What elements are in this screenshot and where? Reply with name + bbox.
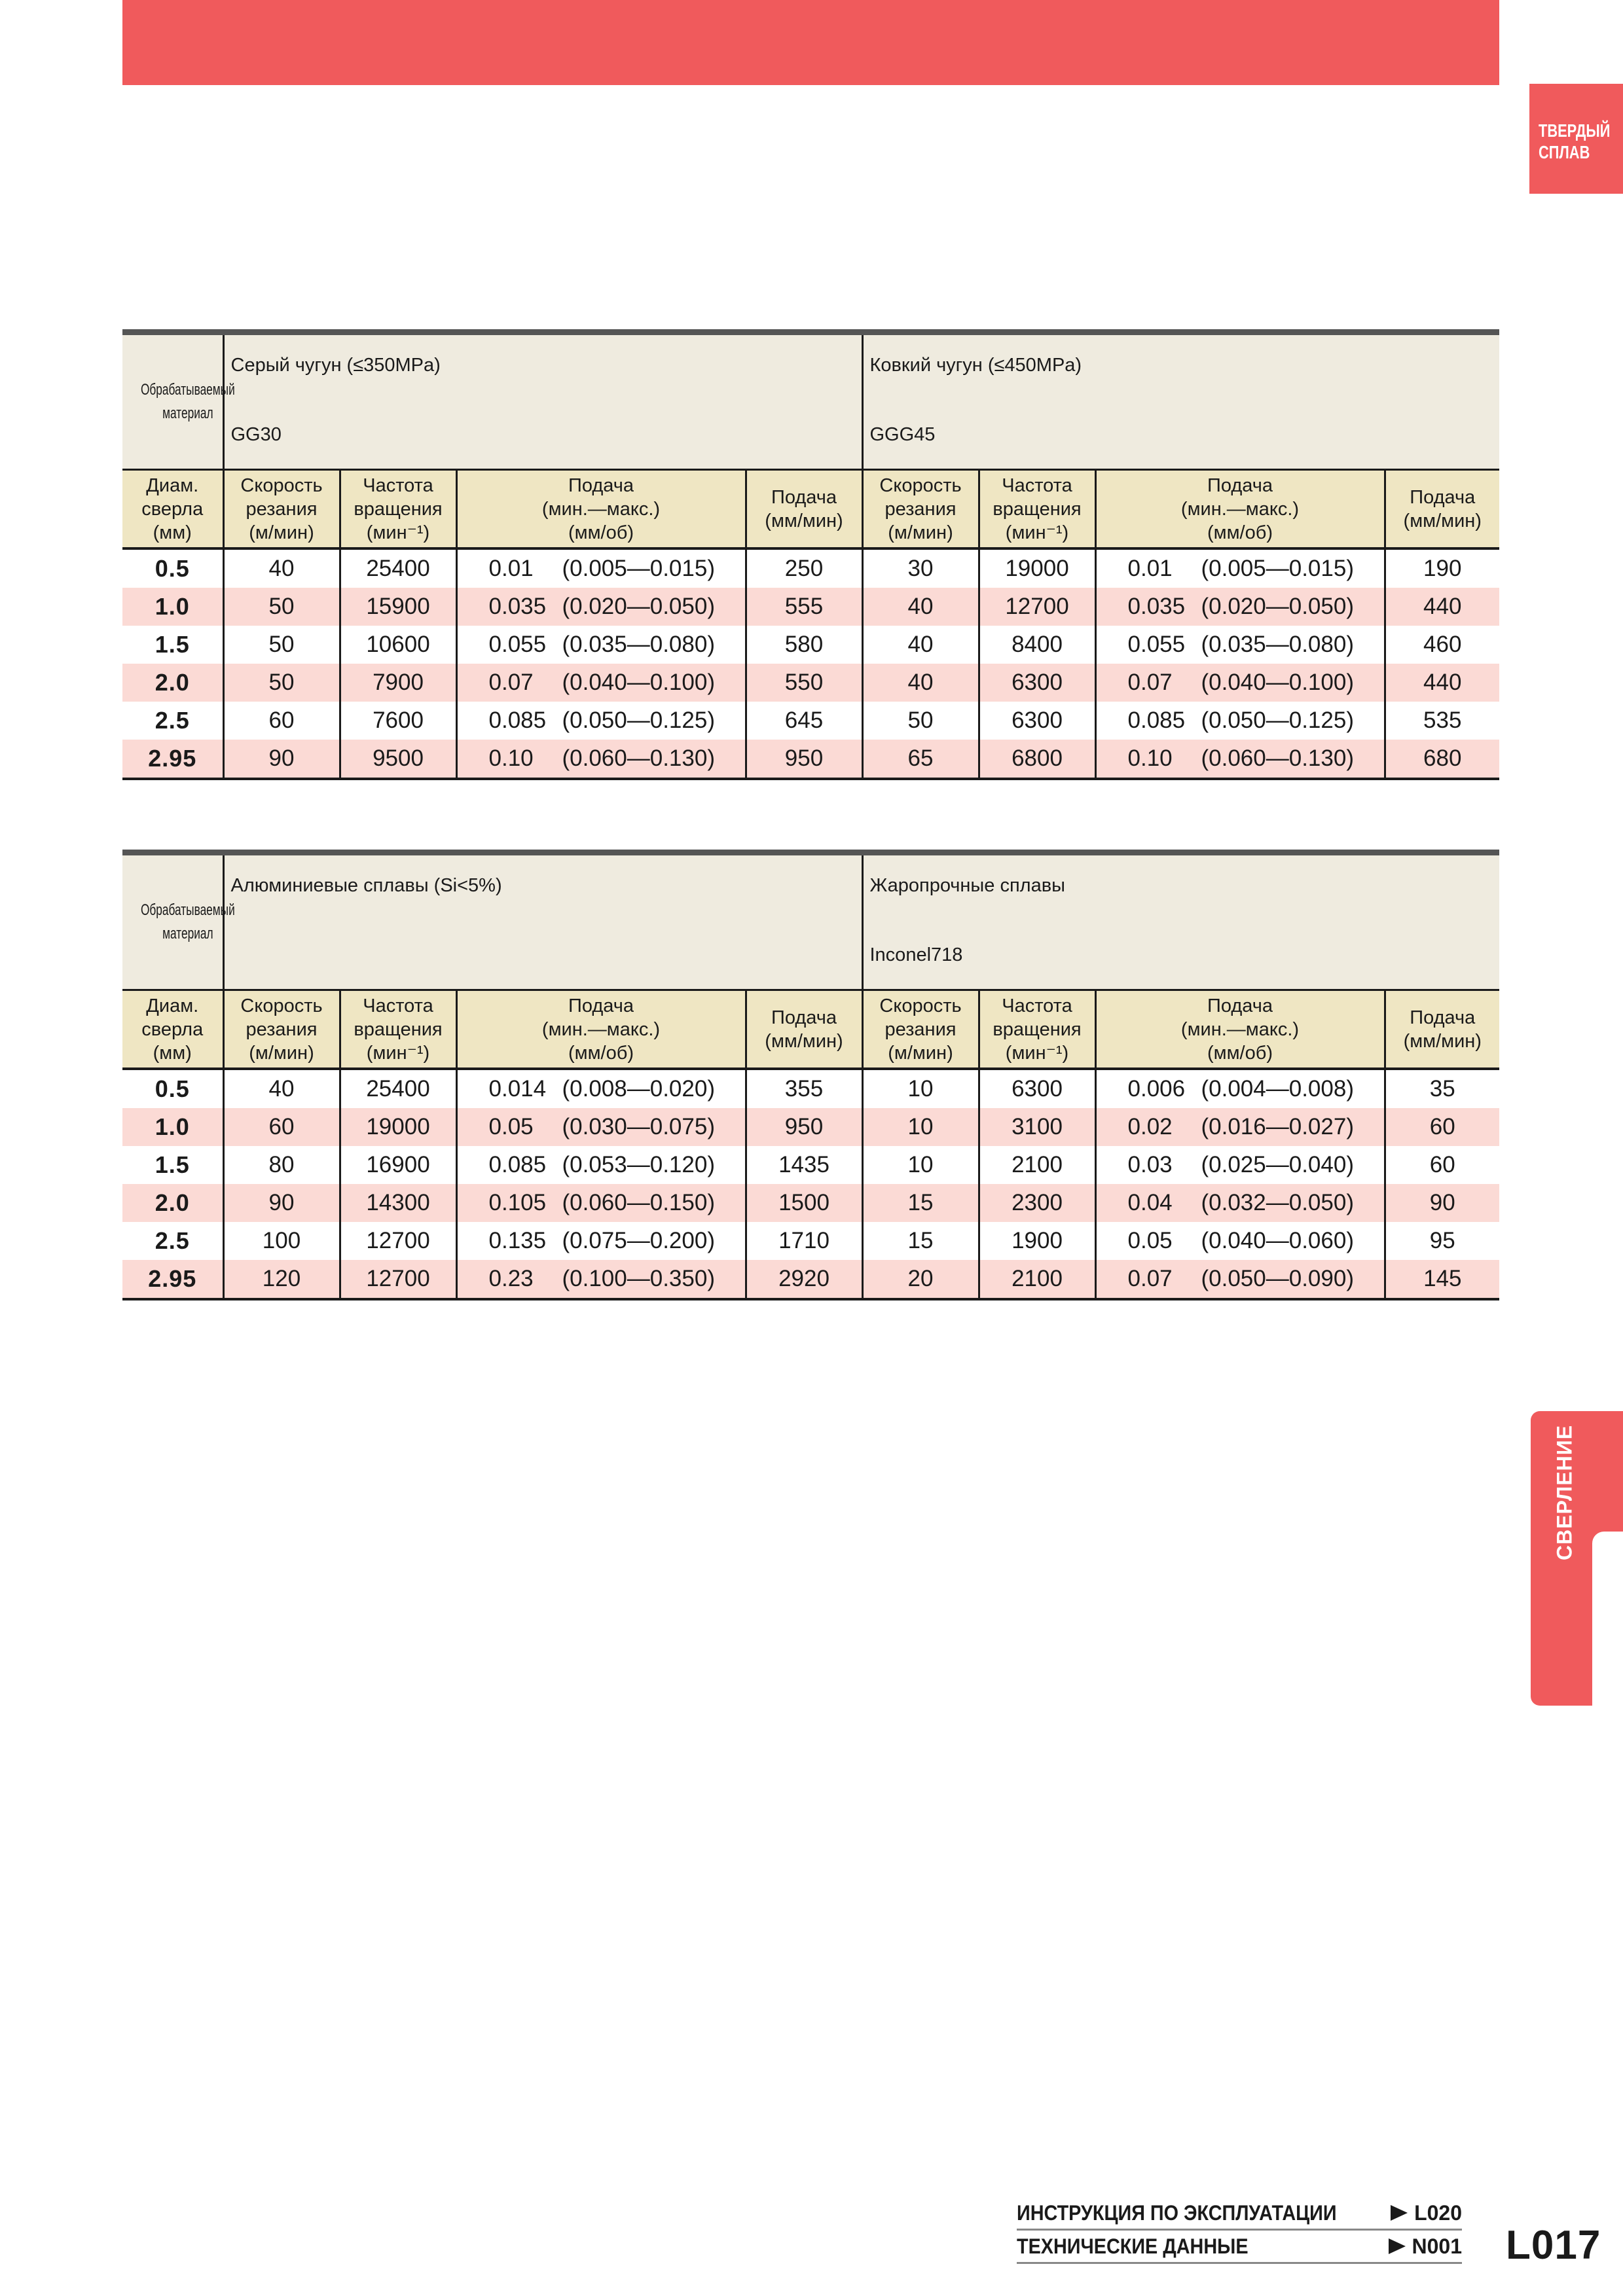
footer-link-instructions[interactable] (1017, 2197, 1462, 2231)
col-speed-left: Скорость резания (м/мин) (223, 470, 340, 549)
feed-rev-cell-right (1095, 1108, 1385, 1146)
top-banner (122, 0, 1499, 85)
feed-min-cell-right: 95 (1429, 1228, 1455, 1253)
speed-cell-right: 15 (862, 1184, 979, 1222)
feed-min-cell-right: 680 (1385, 740, 1499, 779)
table-row (122, 548, 1499, 588)
material-row (122, 853, 1499, 990)
feed-rev-cell-right (1095, 702, 1385, 740)
cutting-table-cast-iron (122, 329, 1499, 780)
feed-rev-cell-left-value: 0.085 (488, 708, 547, 733)
col-rpm-left: Частота вращения (мин⁻¹) (340, 470, 456, 549)
table-row (122, 1184, 1499, 1222)
feed-rev-cell-right-value: 0.006 (1127, 1076, 1186, 1102)
diam-cell: 1.0 (122, 588, 223, 626)
table-row (122, 1069, 1499, 1108)
rpm-cell-left: 7900 (340, 664, 456, 702)
feed-rev-cell-left-range: (0.030—0.075) (562, 1114, 715, 1139)
col-rpm-right: Частота вращения (мин⁻¹) (979, 470, 1095, 549)
col-diam: Диам. сверла (мм) (122, 990, 223, 1069)
side-tab-carbide[interactable] (1529, 84, 1623, 194)
feed-rev-cell-right-value: 0.055 (1127, 632, 1186, 657)
material-right (862, 853, 1499, 990)
speed-cell-right: 20 (862, 1260, 979, 1299)
feed-min-cell-left: 950 (746, 740, 862, 779)
feed-rev-cell-right (1095, 626, 1385, 664)
feed-min-cell-right: 460 (1423, 632, 1462, 657)
feed-rev-cell-left-range: (0.020—0.050) (562, 594, 715, 619)
feed-rev-cell-left (456, 740, 746, 779)
feed-rev-cell-left (456, 1260, 746, 1299)
footer-link-technical-label: ТЕХНИЧЕСКИЕ ДАННЫЕ (1017, 2234, 1249, 2258)
diam-cell: 0.5 (122, 1069, 223, 1108)
feed-min-cell-left: 1435 (746, 1146, 862, 1184)
col-speed-right: Скорость резания (м/мин) (862, 990, 979, 1069)
feed-rev-cell-left-range: (0.100—0.350) (562, 1266, 715, 1291)
rpm-cell-right: 6800 (979, 740, 1095, 779)
feed-rev-cell-right-value: 0.10 (1127, 745, 1173, 771)
cutting-table-alu-superalloy (122, 850, 1499, 1300)
feed-rev-cell-left-range: (0.075—0.200) (562, 1228, 715, 1253)
speed-cell-right: 10 (862, 1108, 979, 1146)
feed-rev-cell-left (456, 664, 746, 702)
feed-rev-cell-left-range: (0.060—0.130) (562, 745, 715, 771)
speed-cell-left: 60 (223, 702, 340, 740)
rpm-cell-left: 10600 (340, 626, 456, 664)
footer-link-instructions-ref: L020 (1414, 2200, 1462, 2225)
feed-rev-cell-right (1095, 664, 1385, 702)
feed-rev-cell-left-value: 0.07 (488, 670, 534, 695)
rpm-cell-left: 14300 (340, 1184, 456, 1222)
column-header-row (122, 990, 1499, 1069)
side-tab-drilling-label: СВЕРЛЕНИЕ (1552, 1424, 1577, 1560)
feed-rev-cell-left-value: 0.105 (488, 1190, 547, 1215)
speed-cell-right: 40 (862, 588, 979, 626)
feed-rev-cell-right-range: (0.050—0.090) (1201, 1266, 1354, 1291)
page-number: L017 (1506, 2223, 1601, 2268)
speed-cell-left: 50 (223, 588, 340, 626)
diam-cell: 1.5 (122, 626, 223, 664)
col-feed-min-right: Подача (мм/мин) (1385, 990, 1499, 1069)
col-speed-left: Скорость резания (м/мин) (223, 990, 340, 1069)
feed-rev-cell-right-value: 0.085 (1127, 708, 1186, 733)
diam-cell: 1.5 (122, 1146, 223, 1184)
feed-min-cell-left: 580 (746, 626, 862, 664)
feed-rev-cell-right-range: (0.050—0.125) (1201, 708, 1354, 733)
rpm-cell-left: 16900 (340, 1146, 456, 1184)
table-row (122, 588, 1499, 626)
feed-rev-cell-left-value: 0.23 (488, 1266, 534, 1291)
feed-rev-cell-right-range: (0.005—0.015) (1201, 556, 1354, 581)
speed-cell-left: 40 (223, 1069, 340, 1108)
feed-rev-cell-right-range: (0.060—0.130) (1201, 745, 1354, 771)
material-label-cell (122, 332, 235, 470)
feed-rev-cell-left (456, 1108, 746, 1146)
col-feed-min-left: Подача (мм/мин) (746, 470, 862, 549)
material-right-name: Жаропрочные сплавы (869, 875, 1065, 896)
diam-cell: 1.0 (122, 1108, 223, 1146)
col-feed-rev-left: Подача (мин.—макс.) (мм/об) (456, 470, 746, 549)
speed-cell-right: 30 (862, 548, 979, 588)
table-row (122, 1146, 1499, 1184)
column-header-row (122, 470, 1499, 549)
speed-cell-left: 90 (223, 740, 340, 779)
feed-min-cell-left: 355 (746, 1069, 862, 1108)
speed-cell-left: 50 (223, 626, 340, 664)
speed-cell-right: 10 (862, 1146, 979, 1184)
speed-cell-right: 40 (862, 664, 979, 702)
feed-rev-cell-right-range: (0.025—0.040) (1201, 1152, 1354, 1177)
table-row (122, 740, 1499, 779)
diam-cell: 2.0 (122, 1184, 223, 1222)
feed-rev-cell-right (1095, 1184, 1385, 1222)
material-label-cell (122, 853, 235, 990)
feed-rev-cell-left (456, 702, 746, 740)
rpm-cell-right: 3100 (979, 1108, 1095, 1146)
table-row (122, 1222, 1499, 1260)
feed-rev-cell-left (456, 548, 746, 588)
feed-min-cell-left: 645 (746, 702, 862, 740)
feed-min-cell-right: 440 (1385, 664, 1499, 702)
feed-rev-cell-right (1095, 588, 1385, 626)
feed-rev-cell-right-range: (0.035—0.080) (1201, 632, 1354, 657)
diam-cell: 2.95 (122, 1260, 223, 1299)
feed-rev-cell-right (1095, 548, 1385, 588)
feed-rev-cell-left (456, 1184, 746, 1222)
col-rpm-left: Частота вращения (мин⁻¹) (340, 990, 456, 1069)
speed-cell-right: 10 (862, 1069, 979, 1108)
feed-rev-cell-left-range: (0.008—0.020) (562, 1076, 715, 1102)
feed-min-cell-left: 550 (746, 664, 862, 702)
speed-cell-left: 50 (223, 664, 340, 702)
rpm-cell-right: 2100 (979, 1146, 1095, 1184)
material-right (862, 332, 1499, 470)
footer-link-technical[interactable] (1017, 2231, 1462, 2264)
feed-rev-cell-right (1095, 1260, 1385, 1299)
feed-rev-cell-left-range: (0.005—0.015) (562, 556, 715, 581)
feed-min-cell-left: 1710 (746, 1222, 862, 1260)
feed-rev-cell-right (1095, 1069, 1385, 1108)
feed-rev-cell-left-range: (0.040—0.100) (562, 670, 715, 695)
feed-rev-cell-left (456, 588, 746, 626)
feed-rev-cell-left-range: (0.050—0.125) (562, 708, 715, 733)
feed-min-cell-right: 35 (1429, 1076, 1455, 1102)
feed-rev-cell-right-value: 0.02 (1127, 1114, 1173, 1139)
feed-rev-cell-left (456, 626, 746, 664)
diam-cell: 2.0 (122, 664, 223, 702)
rpm-cell-right: 8400 (979, 626, 1095, 664)
table-row (122, 626, 1499, 664)
feed-rev-cell-right-value: 0.035 (1127, 594, 1186, 619)
table-row (122, 702, 1499, 740)
feed-min-cell-left: 555 (746, 588, 862, 626)
feed-rev-cell-right-value: 0.07 (1127, 1266, 1173, 1291)
feed-rev-cell-right-range: (0.004—0.008) (1201, 1076, 1354, 1102)
material-left-code: GG30 (230, 424, 282, 445)
feed-rev-cell-left-value: 0.05 (488, 1114, 534, 1139)
col-feed-rev-right: Подача (мин.—макс.) (мм/об) (1095, 990, 1385, 1069)
col-rpm-right: Частота вращения (мин⁻¹) (979, 990, 1095, 1069)
feed-rev-cell-right-value: 0.01 (1127, 556, 1173, 581)
feed-min-cell-right: 145 (1385, 1260, 1499, 1299)
speed-cell-left: 120 (223, 1260, 340, 1299)
rpm-cell-left: 12700 (340, 1260, 456, 1299)
feed-rev-cell-right-range: (0.020—0.050) (1201, 594, 1354, 619)
feed-min-cell-right: 90 (1385, 1184, 1499, 1222)
footer-links (1017, 2197, 1462, 2264)
table-row (122, 1260, 1499, 1299)
rpm-cell-right: 12700 (979, 588, 1095, 626)
material-left-name: Серый чугун (≤350MPa) (230, 355, 441, 376)
feed-rev-cell-left-range: (0.053—0.120) (562, 1152, 715, 1177)
feed-rev-cell-left-value: 0.01 (488, 556, 534, 581)
col-feed-rev-left: Подача (мин.—макс.) (мм/об) (456, 990, 746, 1069)
side-tab-notch (1592, 1532, 1623, 1721)
col-feed-min-left: Подача (мм/мин) (746, 990, 862, 1069)
material-row (122, 332, 1499, 470)
rpm-cell-left: 9500 (340, 740, 456, 779)
speed-cell-right: 15 (862, 1222, 979, 1260)
table-row (122, 1108, 1499, 1146)
rpm-cell-right: 6300 (979, 664, 1095, 702)
diam-cell: 0.5 (122, 548, 223, 588)
feed-rev-cell-left-value: 0.135 (488, 1228, 547, 1253)
speed-cell-left: 90 (223, 1184, 340, 1222)
speed-cell-left: 40 (223, 548, 340, 588)
footer-link-technical-ref: N001 (1412, 2234, 1462, 2258)
rpm-cell-right: 19000 (979, 548, 1095, 588)
feed-rev-cell-right-range: (0.032—0.050) (1201, 1190, 1354, 1215)
col-speed-right: Скорость резания (м/мин) (862, 470, 979, 549)
feed-rev-cell-left (456, 1222, 746, 1260)
feed-rev-cell-left (456, 1069, 746, 1108)
feed-min-cell-left: 1500 (746, 1184, 862, 1222)
col-feed-rev-right: Подача (мин.—макс.) (мм/об) (1095, 470, 1385, 549)
diam-cell: 2.5 (122, 702, 223, 740)
table-row (122, 664, 1499, 702)
speed-cell-right: 50 (862, 702, 979, 740)
rpm-cell-left: 12700 (340, 1222, 456, 1260)
side-tab-carbide-line2: СПЛАВ (1539, 142, 1590, 162)
rpm-cell-left: 25400 (340, 1069, 456, 1108)
feed-rev-cell-right-range: (0.016—0.027) (1201, 1114, 1354, 1139)
material-label: Обрабатываемый материал (140, 381, 235, 422)
feed-rev-cell-left-value: 0.055 (488, 632, 547, 657)
feed-rev-cell-left-value: 0.035 (488, 594, 547, 619)
speed-cell-right: 65 (862, 740, 979, 779)
feed-min-cell-right: 190 (1423, 556, 1462, 581)
material-right-code: GGG45 (869, 424, 936, 445)
feed-rev-cell-left (456, 1146, 746, 1184)
speed-cell-left: 100 (223, 1222, 340, 1260)
feed-rev-cell-left-range: (0.035—0.080) (562, 632, 715, 657)
feed-rev-cell-right-value: 0.05 (1127, 1228, 1173, 1253)
rpm-cell-left: 7600 (340, 702, 456, 740)
feed-rev-cell-right-value: 0.07 (1127, 670, 1173, 695)
diam-cell: 2.5 (122, 1222, 223, 1260)
feed-rev-cell-right-range: (0.040—0.100) (1201, 670, 1354, 695)
rpm-cell-right: 2300 (979, 1184, 1095, 1222)
rpm-cell-left: 25400 (340, 548, 456, 588)
feed-min-cell-right: 60 (1385, 1108, 1499, 1146)
feed-rev-cell-right (1095, 1222, 1385, 1260)
feed-min-cell-right: 440 (1385, 588, 1499, 626)
feed-min-cell-left: 2920 (746, 1260, 862, 1299)
feed-rev-cell-right (1095, 740, 1385, 779)
rpm-cell-left: 19000 (340, 1108, 456, 1146)
material-right-name: Ковкий чугун (≤450MPa) (869, 355, 1082, 376)
speed-cell-left: 80 (223, 1146, 340, 1184)
feed-rev-cell-left-value: 0.014 (488, 1076, 547, 1102)
side-tab-carbide-line1: ТВЕРДЫЙ (1539, 120, 1611, 141)
feed-rev-cell-right-range: (0.040—0.060) (1201, 1228, 1354, 1253)
feed-rev-cell-left-value: 0.085 (488, 1152, 547, 1177)
feed-min-cell-left: 950 (746, 1108, 862, 1146)
col-feed-min-right: Подача (мм/мин) (1385, 470, 1499, 549)
material-label: Обрабатываемый материал (140, 901, 235, 942)
feed-rev-cell-left-range: (0.060—0.150) (562, 1190, 715, 1215)
feed-rev-cell-right-value: 0.03 (1127, 1152, 1173, 1177)
feed-min-cell-right: 535 (1423, 708, 1462, 733)
feed-min-cell-right: 60 (1429, 1152, 1455, 1177)
col-diam: Диам. сверла (мм) (122, 470, 223, 549)
rpm-cell-left: 15900 (340, 588, 456, 626)
speed-cell-right: 40 (862, 626, 979, 664)
feed-rev-cell-left-value: 0.10 (488, 745, 534, 771)
speed-cell-left: 60 (223, 1108, 340, 1146)
material-left (223, 853, 862, 990)
rpm-cell-right: 2100 (979, 1260, 1095, 1299)
material-right-code: Inconel718 (869, 944, 963, 965)
arrow-right-icon (1389, 2238, 1406, 2254)
rpm-cell-right: 1900 (979, 1222, 1095, 1260)
rpm-cell-right: 6300 (979, 1069, 1095, 1108)
material-left-name: Алюминиевые сплавы (Si<5%) (230, 875, 502, 896)
feed-rev-cell-right (1095, 1146, 1385, 1184)
footer-link-instructions-label: ИНСТРУКЦИЯ ПО ЭКСПЛУАТАЦИИ (1017, 2200, 1337, 2225)
material-left (223, 332, 862, 470)
feed-min-cell-left: 250 (746, 548, 862, 588)
rpm-cell-right: 6300 (979, 702, 1095, 740)
arrow-right-icon (1391, 2205, 1408, 2221)
feed-rev-cell-right-value: 0.04 (1127, 1190, 1173, 1215)
diam-cell: 2.95 (122, 740, 223, 779)
